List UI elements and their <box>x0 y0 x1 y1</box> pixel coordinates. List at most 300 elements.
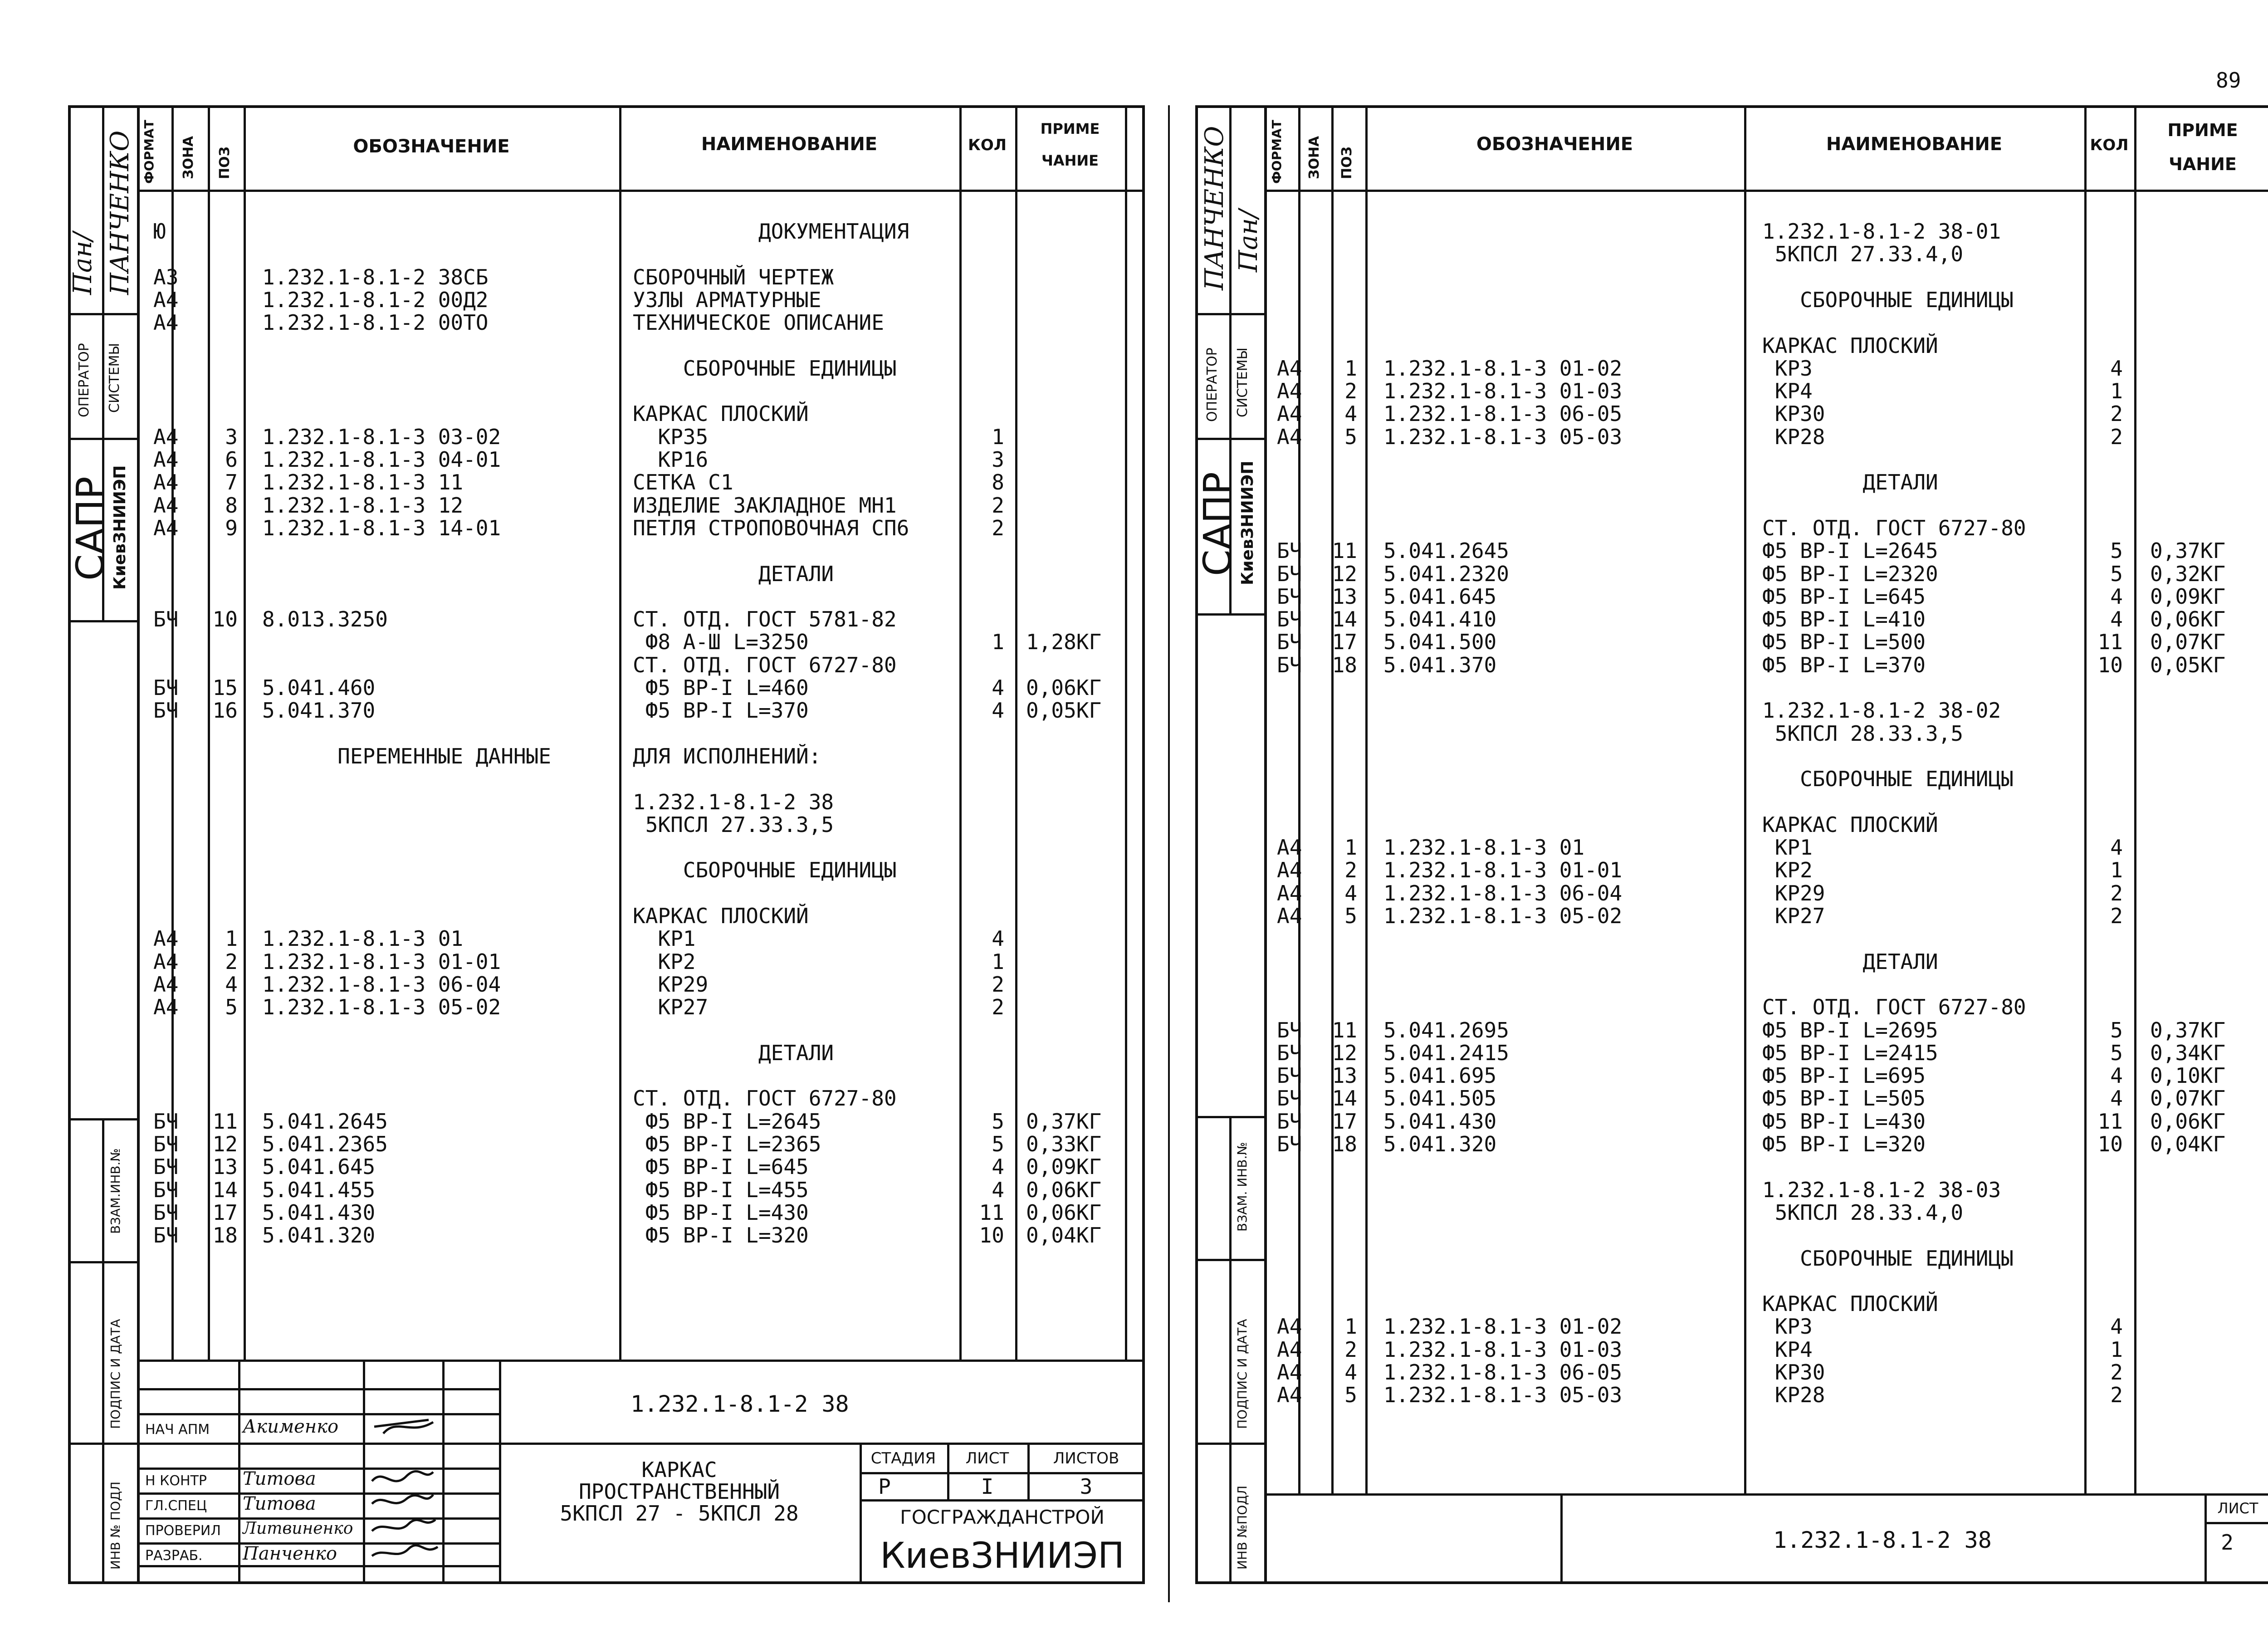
table-row <box>0 311 2268 334</box>
left-sidebar-signature: ПАНЧЕНКО <box>105 130 135 295</box>
cell-pos: 8 <box>225 493 238 518</box>
cell-name: КР1 <box>1762 835 1813 860</box>
cell-name: КАРКАС ПЛОСКИЙ <box>633 401 809 426</box>
cell-format: А4 <box>1277 379 1302 404</box>
cell-name: Ф5 ВР-I L=455 <box>633 1177 809 1202</box>
cell-pos: 18 <box>212 1223 238 1248</box>
cell-name: КАРКАС ПЛОСКИЙ <box>1762 812 1938 837</box>
cell-pos: 11 <box>1332 1018 1357 1042</box>
cell-designation: 1.232.1-8.1-3 03-02 <box>262 424 501 449</box>
table-row <box>0 517 2268 539</box>
cell-name: СТ. ОТД. ГОСТ 5781-82 <box>633 607 897 632</box>
cell-designation: 1.232.1-8.1-3 01-02 <box>1383 356 1623 381</box>
cell-format: БЧ <box>153 1223 179 1248</box>
cell-designation: 1.232.1-8.1-3 01-03 <box>1383 1337 1623 1362</box>
left-stamp-name-0: Акименко <box>243 1416 339 1437</box>
table-row <box>0 1224 2268 1247</box>
cell-pos: 17 <box>1332 630 1357 655</box>
cell-note: 0,04КГ <box>1026 1223 1102 1248</box>
cell-qty: 4 <box>2110 1063 2123 1088</box>
cell-designation: 5.041.430 <box>262 1200 376 1225</box>
cell-name: КР2 <box>633 949 696 974</box>
cell-name: Ф5 ВР-I L=320 <box>1762 1132 1926 1156</box>
cell-format: А4 <box>153 972 179 997</box>
cell-format: БЧ <box>153 1154 179 1179</box>
cell-name: КР29 <box>633 972 709 997</box>
cell-format: Ю <box>153 219 166 244</box>
right-header-name: НАИМЕНОВАНИЕ <box>1826 134 2003 155</box>
left-stamp-name-4: Панченко <box>243 1543 337 1564</box>
table-row <box>0 927 2268 950</box>
cell-name: СБОРОЧНЫЕ ЕДИНИЦЫ <box>1762 767 2014 792</box>
table-row <box>0 494 2268 517</box>
cell-pos: 18 <box>1332 1132 1357 1156</box>
cell-name: Ф5 ВР-I L=430 <box>633 1200 809 1225</box>
cell-designation: 1.232.1-8.1-3 11 <box>262 470 464 495</box>
cell-note: 0,05КГ <box>1026 698 1102 723</box>
cell-name: 5КПСЛ 28.33.3,5 <box>1762 721 1964 746</box>
cell-format: БЧ <box>1277 652 1302 677</box>
table-row <box>0 996 2268 1018</box>
left-stamp-name-2: Титова <box>243 1493 316 1514</box>
cell-pos: 1 <box>225 926 238 951</box>
cell-designation: 1.232.1-8.1-2 00Д2 <box>262 287 489 312</box>
cell-name: КР30 <box>1762 401 1825 426</box>
cell-qty: 11 <box>979 1200 1004 1225</box>
right-sidebar-inv: ИНВ №ПОДЛ <box>1235 1485 1250 1570</box>
cell-name: ДЕТАЛИ <box>633 1040 834 1065</box>
cell-format: БЧ <box>153 607 179 632</box>
cell-name: КР35 <box>633 424 709 449</box>
cell-designation: 1.232.1-8.1-3 06-04 <box>1383 881 1623 905</box>
cell-designation: 1.232.1-8.1-3 06-04 <box>262 972 501 997</box>
table-row <box>0 859 2268 881</box>
cell-format: А4 <box>153 515 179 540</box>
cell-note: 0,37КГ <box>1026 1109 1102 1134</box>
cell-pos: 11 <box>1332 538 1357 563</box>
table-row <box>0 676 2268 699</box>
cell-format: А4 <box>153 287 179 312</box>
cell-pos: 16 <box>212 698 238 723</box>
cell-format: А4 <box>153 310 179 335</box>
cell-note: 0,37КГ <box>2150 538 2226 563</box>
cell-name: ДЕТАЛИ <box>1762 470 1938 495</box>
table-row <box>0 1179 2268 1201</box>
cell-designation: 5.041.460 <box>262 675 376 700</box>
left-stamp-sheet-h: ЛИСТ <box>965 1449 1009 1468</box>
table-row <box>0 380 2268 402</box>
cell-designation: 5.041.2365 <box>262 1132 388 1156</box>
cell-name: КР28 <box>1762 424 1825 449</box>
cell-name: Ф5 ВР-I L=2415 <box>1762 1040 1938 1065</box>
cell-name: КР16 <box>633 447 709 472</box>
table-row <box>0 289 2268 311</box>
left-stamp-title2: ПРОСТРАНСТВЕННЫЙ <box>578 1479 780 1504</box>
right-header-note1: ПРИМЕ <box>2167 120 2238 140</box>
cell-name: ДЕТАЛИ <box>633 561 834 586</box>
cell-format: А4 <box>153 926 179 951</box>
cell-name: Ф5 ВР-I L=460 <box>633 675 809 700</box>
cell-name: Ф5 ВР-I L=695 <box>1762 1063 1926 1088</box>
table-row <box>0 334 2268 357</box>
cell-format: А3 <box>153 264 179 289</box>
cell-format: А4 <box>1277 424 1302 449</box>
cell-name: КР1 <box>633 926 696 951</box>
table-row <box>0 973 2268 996</box>
cell-pos: 2 <box>1344 858 1357 883</box>
cell-designation: 1.232.1-8.1-3 01 <box>262 926 464 951</box>
cell-qty: 5 <box>2110 1040 2123 1065</box>
cell-pos: 10 <box>212 607 238 632</box>
left-sidebar-podpis: ПОДПИС И ДАТА <box>108 1319 123 1429</box>
table-row <box>0 791 2268 813</box>
cell-note: 0,10КГ <box>2150 1063 2226 1088</box>
cell-name: Ф5 ВР-I L=645 <box>1762 584 1926 609</box>
cell-qty: 3 <box>992 447 1004 472</box>
cell-name: Ф5 ВР-I L=645 <box>633 1154 809 1179</box>
cell-designation: 1.232.1-8.1-2 00ТО <box>262 310 489 335</box>
cell-qty: 10 <box>2097 1132 2123 1156</box>
table-row <box>0 1042 2268 1064</box>
cell-format: БЧ <box>1277 1132 1302 1156</box>
table-row <box>0 1019 2268 1042</box>
cell-format: А4 <box>1277 1360 1302 1384</box>
cell-designation: 1.232.1-8.1-2 38СБ <box>262 264 489 289</box>
cell-format: БЧ <box>1277 561 1302 586</box>
table-row <box>0 1315 2268 1338</box>
right-stamp-code: 1.232.1-8.1-2 38 <box>1773 1527 1992 1553</box>
cell-name: СБОРОЧНЫЕ ЕДИНИЦЫ <box>1762 287 2014 312</box>
cell-pos: 6 <box>225 447 238 472</box>
cell-pos: 13 <box>1332 584 1357 609</box>
cell-format: БЧ <box>153 675 179 700</box>
cell-format: А4 <box>1277 858 1302 883</box>
cell-qty: 4 <box>992 698 1004 723</box>
left-sidebar-vzam: ВЗАМ.ИНВ.№ <box>108 1148 123 1234</box>
left-stamp-sheets-h: ЛИСТОВ <box>1053 1449 1119 1468</box>
cell-qty: 2 <box>992 995 1004 1020</box>
table-row <box>0 950 2268 973</box>
cell-format: БЧ <box>1277 538 1302 563</box>
cell-qty: 4 <box>992 675 1004 700</box>
cell-pos: 18 <box>1332 652 1357 677</box>
cell-format: БЧ <box>153 1177 179 1202</box>
cell-qty: 4 <box>2110 584 2123 609</box>
cell-name: КР27 <box>1762 904 1825 928</box>
right-sidebar-systems: СИСТЕМЫ <box>1235 347 1251 417</box>
table-row <box>0 1155 2268 1178</box>
left-stamp-title3: 5КПСЛ 27 - 5КПСЛ 28 <box>560 1501 799 1526</box>
cell-format: А4 <box>153 447 179 472</box>
cell-designation: 1.232.1-8.1-3 01-02 <box>1383 1314 1623 1339</box>
table-row <box>0 243 2268 265</box>
page-number: 89 <box>2216 68 2241 93</box>
cell-note: 1,28КГ <box>1026 630 1102 655</box>
cell-qty: 4 <box>2110 835 2123 860</box>
cell-pos: 13 <box>212 1154 238 1179</box>
table-row <box>0 608 2268 631</box>
cell-qty: 5 <box>2110 561 2123 586</box>
cell-name: СТ. ОТД. ГОСТ 6727-80 <box>633 652 897 677</box>
left-header-zone: ЗОНА <box>181 136 196 179</box>
cell-designation: 5.041.455 <box>262 1177 376 1202</box>
cell-pos: 3 <box>225 424 238 449</box>
cell-name: УЗЛЫ АРМАТУРНЫЕ <box>633 287 821 312</box>
table-row <box>0 654 2268 676</box>
table-row <box>0 699 2268 722</box>
left-stamp-role-3: ПРОВЕРИЛ <box>145 1523 221 1539</box>
cell-designation: 1.232.1-8.1-3 06-05 <box>1383 401 1623 426</box>
cell-format: А4 <box>1277 881 1302 905</box>
cell-format: А4 <box>1277 1383 1302 1408</box>
table-row <box>0 539 2268 562</box>
cell-format: А4 <box>1277 1314 1302 1339</box>
cell-name: ТЕХНИЧЕСКОЕ ОПИСАНИЕ <box>633 310 884 335</box>
table-row <box>0 266 2268 289</box>
cell-name: 5КПСЛ 27.33.4,0 <box>1762 242 1964 267</box>
cell-pos: 7 <box>225 470 238 495</box>
cell-note: 0,05КГ <box>2150 652 2226 677</box>
table-row <box>0 836 2268 859</box>
cell-qty: 4 <box>992 1154 1004 1179</box>
cell-format: БЧ <box>1277 1109 1302 1134</box>
cell-name: СЕТКА С1 <box>633 470 733 495</box>
cell-qty: 4 <box>2110 1314 2123 1339</box>
cell-designation: 1.232.1-8.1-3 14-01 <box>262 515 501 540</box>
table-row <box>0 563 2268 585</box>
cell-pos: 9 <box>225 515 238 540</box>
cell-pos: 5 <box>1344 1383 1357 1408</box>
left-stamp-role-0: НАЧ АПМ <box>145 1422 210 1438</box>
left-sidebar-operator: ОПЕРАТОР <box>76 343 92 417</box>
cell-pos: 1 <box>1344 356 1357 381</box>
cell-pos: 4 <box>225 972 238 997</box>
cell-name: 1.232.1-8.1-2 38-03 <box>1762 1177 2001 1202</box>
cell-designation: 1.232.1-8.1-3 06-05 <box>1383 1360 1623 1384</box>
table-row <box>0 1384 2268 1406</box>
cell-designation: 5.041.2645 <box>262 1109 388 1134</box>
cell-designation: 1.232.1-8.1-3 05-03 <box>1383 424 1623 449</box>
cell-pos: 2 <box>1344 1337 1357 1362</box>
table-row <box>0 1133 2268 1155</box>
cell-pos: 1 <box>1344 835 1357 860</box>
cell-qty: 2 <box>992 493 1004 518</box>
cell-designation: 5.041.320 <box>262 1223 376 1248</box>
cell-format: А4 <box>1277 401 1302 426</box>
cell-name: Ф5 ВР-I L=370 <box>1762 652 1926 677</box>
cell-qty: 2 <box>992 515 1004 540</box>
cell-designation: 5.041.370 <box>262 698 376 723</box>
cell-note: 0,32КГ <box>2150 561 2226 586</box>
cell-designation: 5.041.2415 <box>1383 1040 1509 1065</box>
cell-qty: 10 <box>979 1223 1004 1248</box>
table-row <box>0 1064 2268 1087</box>
cell-designation: ПЕРЕМЕННЫЕ ДАННЫЕ <box>262 744 551 768</box>
cell-qty: 2 <box>2110 1360 2123 1384</box>
cell-designation: 1.232.1-8.1-3 12 <box>262 493 464 518</box>
cell-pos: 2 <box>1344 379 1357 404</box>
right-header-format: ФОРМАТ <box>1269 120 1284 184</box>
cell-qty: 4 <box>992 1177 1004 1202</box>
table-row <box>0 357 2268 380</box>
cell-name: КР4 <box>1762 379 1813 404</box>
cell-format: А4 <box>1277 835 1302 860</box>
left-header-name: НАИМЕНОВАНИЕ <box>701 134 878 155</box>
cell-name: ДЕТАЛИ <box>1762 949 1938 974</box>
cell-name: 1.232.1-8.1-2 38-01 <box>1762 219 2001 244</box>
cell-qty: 2 <box>2110 904 2123 928</box>
cell-designation: 5.041.500 <box>1383 630 1497 655</box>
table-row <box>0 768 2268 790</box>
table-row <box>0 905 2268 927</box>
cell-qty: 1 <box>992 949 1004 974</box>
cell-note: 0,09КГ <box>2150 584 2226 609</box>
table-row <box>0 1338 2268 1361</box>
cell-pos: 12 <box>1332 561 1357 586</box>
table-row <box>0 402 2268 425</box>
right-header-qty: КОЛ <box>2090 136 2129 154</box>
cell-name: Ф5 ВР-I L=2645 <box>1762 538 1938 563</box>
cell-note: 0,04КГ <box>2150 1132 2226 1156</box>
cell-designation: 5.041.320 <box>1383 1132 1497 1156</box>
cell-pos: 5 <box>225 995 238 1020</box>
cell-note: 0,34КГ <box>2150 1040 2226 1065</box>
cell-qty: 5 <box>2110 1018 2123 1042</box>
left-header-format: ФОРМАТ <box>142 120 156 184</box>
table-row <box>0 1201 2268 1224</box>
cell-name: СБОРОЧНЫЙ ЧЕРТЕЖ <box>633 264 834 289</box>
cell-format: БЧ <box>1277 1086 1302 1111</box>
cell-designation: 5.041.2695 <box>1383 1018 1509 1042</box>
cell-name: 1.232.1-8.1-2 38 <box>633 789 834 814</box>
cell-name: СБОРОЧНЫЕ ЕДИНИЦЫ <box>633 858 897 883</box>
cell-name: Ф5 ВР-I L=2645 <box>633 1109 821 1134</box>
cell-pos: 17 <box>1332 1109 1357 1134</box>
right-header-note2: ЧАНИЕ <box>2169 154 2237 174</box>
cell-name: КР2 <box>1762 858 1813 883</box>
left-header-qty: КОЛ <box>968 136 1007 154</box>
left-stamp-sheets: 3 <box>1080 1474 1093 1499</box>
cell-pos: 14 <box>1332 607 1357 632</box>
cell-designation: 1.232.1-8.1-3 05-02 <box>262 995 501 1020</box>
cell-name: 5КПСЛ 28.33.4,0 <box>1762 1200 1964 1225</box>
cell-designation: 5.041.505 <box>1383 1086 1497 1111</box>
table-row <box>0 1361 2268 1384</box>
cell-designation: 1.232.1-8.1-3 01-03 <box>1383 379 1623 404</box>
cell-pos: 14 <box>212 1177 238 1202</box>
right-sidebar-vzam: ВЗАМ. ИНВ.№ <box>1235 1142 1250 1232</box>
cell-designation: 5.041.430 <box>1383 1109 1497 1134</box>
right-sidebar-operator: ОПЕРАТОР <box>1204 347 1220 422</box>
cell-designation: 1.232.1-8.1-3 01-01 <box>1383 858 1623 883</box>
cell-qty: 1 <box>992 424 1004 449</box>
cell-name: КАРКАС ПЛОСКИЙ <box>1762 1291 1938 1316</box>
table-row <box>0 1292 2268 1315</box>
cell-format: А4 <box>1277 356 1302 381</box>
cell-note: 0,37КГ <box>2150 1018 2226 1042</box>
cell-name: СБОРОЧНЫЕ ЕДИНИЦЫ <box>1762 1246 2014 1271</box>
cell-pos: 5 <box>1344 904 1357 928</box>
cell-pos: 2 <box>225 949 238 974</box>
cell-format: БЧ <box>1277 607 1302 632</box>
right-stamp-sheet: 2 <box>2221 1530 2234 1555</box>
cell-pos: 14 <box>1332 1086 1357 1111</box>
left-stamp-org1: ГОСГРАЖДАНСТРОЙ <box>900 1506 1105 1528</box>
cell-note: 0,06КГ <box>1026 675 1102 700</box>
cell-qty: 4 <box>2110 356 2123 381</box>
cell-note: 0,33КГ <box>1026 1132 1102 1156</box>
right-header-zone: ЗОНА <box>1306 136 1322 179</box>
right-header-pos: ПОЗ <box>1339 147 1355 179</box>
left-stamp-role-2: ГЛ.СПЕЦ <box>145 1498 207 1514</box>
cell-format: БЧ <box>1277 1040 1302 1065</box>
table-row <box>0 426 2268 448</box>
cell-name: Ф5 ВР-I L=410 <box>1762 607 1926 632</box>
cell-qty: 5 <box>992 1109 1004 1134</box>
cell-designation: 5.041.695 <box>1383 1063 1497 1088</box>
left-stamp-name-1: Титова <box>243 1468 316 1489</box>
cell-qty: 1 <box>2110 1337 2123 1362</box>
left-header-designation: ОБОЗНАЧЕНИЕ <box>353 136 510 157</box>
left-sidebar-scribble: Пан/ <box>68 232 98 295</box>
table-row <box>0 631 2268 653</box>
cell-name: КР30 <box>1762 1360 1825 1384</box>
cell-format: А4 <box>153 470 179 495</box>
cell-format: БЧ <box>153 1132 179 1156</box>
cell-qty: 2 <box>2110 881 2123 905</box>
cell-pos: 17 <box>212 1200 238 1225</box>
cell-qty: 11 <box>2097 1109 2123 1134</box>
cell-format: А4 <box>1277 904 1302 928</box>
cell-name: ПЕТЛЯ СТРОПОВОЧНАЯ СП6 <box>633 515 909 540</box>
cell-name: ДОКУМЕНТАЦИЯ <box>633 219 909 244</box>
cell-qty: 4 <box>2110 607 2123 632</box>
left-stamp-org2: КиевЗНИИЭП <box>880 1536 1124 1576</box>
cell-name: КР29 <box>1762 881 1825 905</box>
cell-format: БЧ <box>1277 584 1302 609</box>
left-sidebar-kiev: КиевЗНИИЭП <box>111 465 129 590</box>
left-stamp-signatures <box>365 1413 442 1567</box>
cell-format: А4 <box>153 995 179 1020</box>
cell-name: СТ. ОТД. ГОСТ 6727-80 <box>633 1086 897 1111</box>
cell-name: Ф5 ВР-I L=320 <box>633 1223 809 1248</box>
cell-designation: 5.041.645 <box>1383 584 1497 609</box>
cell-note: 0,09КГ <box>1026 1154 1102 1179</box>
cell-qty: 4 <box>992 926 1004 951</box>
cell-format: БЧ <box>153 1109 179 1134</box>
cell-format: А4 <box>153 949 179 974</box>
cell-pos: 4 <box>1344 881 1357 905</box>
cell-note: 0,06КГ <box>1026 1200 1102 1225</box>
table-row <box>0 882 2268 905</box>
cell-name: КР28 <box>1762 1383 1825 1408</box>
cell-pos: 5 <box>1344 424 1357 449</box>
cell-designation: 5.041.2645 <box>1383 538 1509 563</box>
cell-format: А4 <box>153 424 179 449</box>
cell-name: Ф8 А-Ш L=3250 <box>633 630 809 655</box>
left-stamp-title1: КАРКАС <box>641 1458 717 1482</box>
table-row <box>0 1270 2268 1292</box>
cell-name: Ф5 ВР-I L=2695 <box>1762 1018 1938 1042</box>
table-row <box>0 220 2268 243</box>
left-stamp-stage: Р <box>878 1474 891 1499</box>
cell-pos: 12 <box>212 1132 238 1156</box>
cell-format: А4 <box>153 493 179 518</box>
right-sidebar-sapr: САПР <box>1195 472 1240 576</box>
left-stamp-stage-h: СТАДИЯ <box>870 1449 936 1468</box>
cell-note: 0,06КГ <box>2150 607 2226 632</box>
cell-name: КАРКАС ПЛОСКИЙ <box>633 904 809 928</box>
